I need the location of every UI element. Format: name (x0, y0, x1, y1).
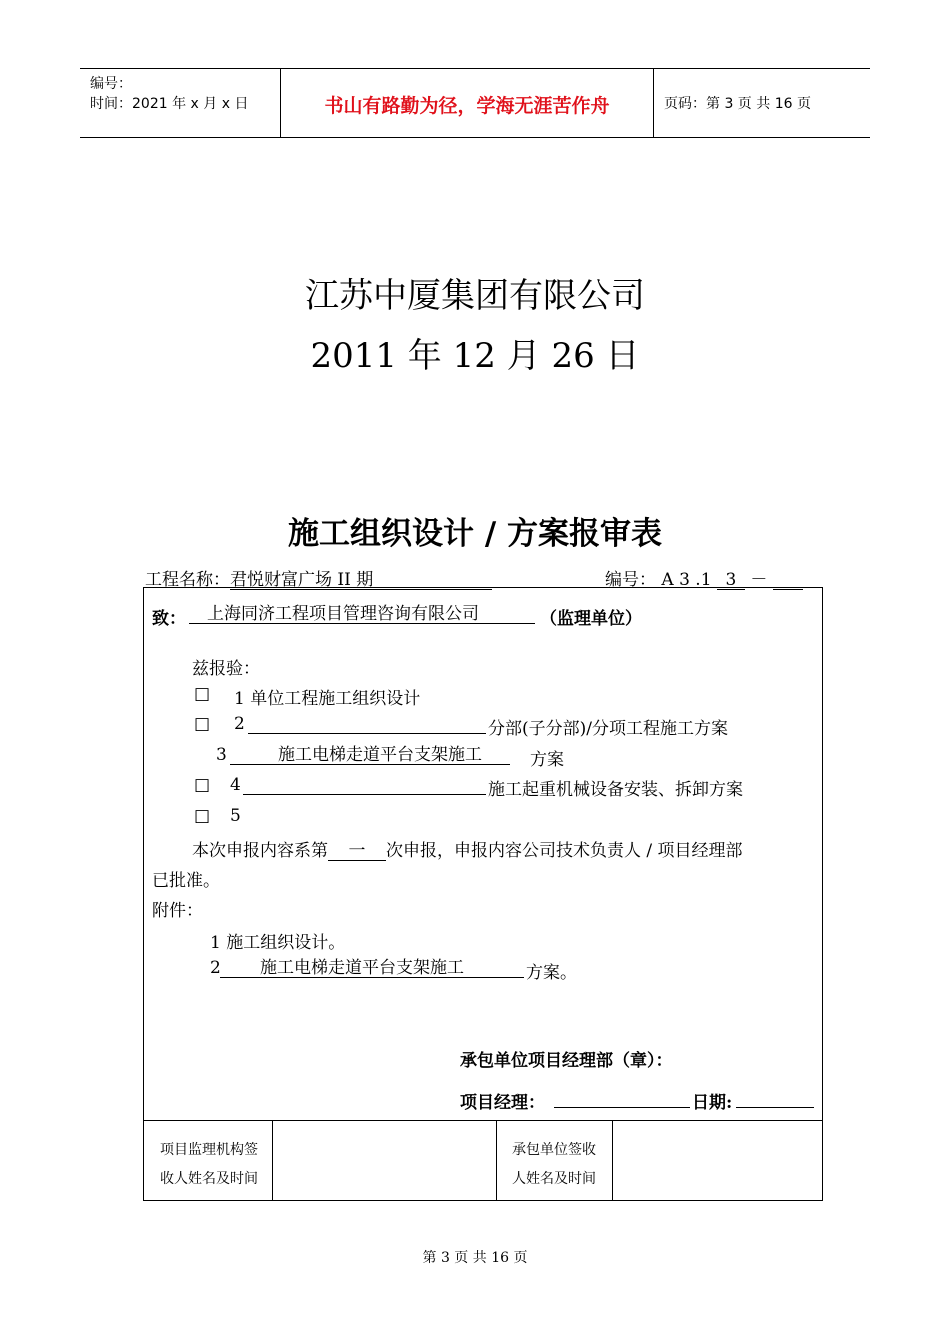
item-3-suffix: 方案 (530, 750, 564, 770)
supervisor-sign-label-1: 项目监理机构签 (160, 1142, 258, 1158)
date-field[interactable] (736, 1089, 814, 1108)
page-footer: 第 3 页 共 16 页 (422, 1250, 528, 1266)
checkbox-2[interactable]: □ (194, 714, 211, 734)
date-label: 日期: (692, 1093, 733, 1113)
declaration-line-1: 本次申报内容系第 一 次申报，申报内容公司技术负责人 / 项目经理部 (192, 841, 743, 861)
checkbox-1[interactable]: □ (194, 684, 211, 704)
contractor-sign-label-2: 人姓名及时间 (512, 1171, 596, 1187)
contractor-seal-label: 承包单位项目经理部（章）： (460, 1051, 673, 1071)
header-info-cell (80, 69, 281, 137)
item-3-num: 3 (216, 745, 227, 765)
signature-row-divider (144, 1120, 822, 1121)
item-2-num: 2 (234, 714, 245, 734)
attachment-1: 1 施工组织设计。 (210, 933, 346, 953)
header-motto-cell (281, 69, 654, 137)
item-4-num: 4 (230, 775, 241, 795)
to-value: 上海同济工程项目管理咨询有限公司 (189, 605, 535, 624)
signature-col-divider-2 (496, 1121, 497, 1201)
item-2-text: 分部(子分部)/分项工程施工方案 (488, 719, 728, 739)
number-dash: － (750, 570, 768, 590)
time-label: 时间：2021 年 x 月 x 日 (90, 96, 249, 112)
declaration-count: 一 (328, 842, 386, 861)
form-title: 施工组织设计 / 方案报审表 (288, 516, 662, 552)
checkbox-5[interactable]: □ (194, 806, 211, 826)
approval-form-box (143, 587, 823, 1201)
project-manager-label: 项目经理： (460, 1093, 545, 1113)
cover-date: 2011 年 12 月 26 日 (310, 336, 640, 376)
to-label: 致： (152, 609, 186, 629)
declaration-line-2: 已批准。 (152, 871, 220, 891)
project-manager-field[interactable] (554, 1089, 690, 1108)
company-name: 江苏中厦集团有限公司 (305, 276, 645, 316)
contractor-sign-label-1: 承包单位签收 (512, 1142, 596, 1158)
item-4-text: 施工起重机械设备安装、拆卸方案 (488, 780, 743, 800)
document-header (80, 68, 870, 138)
header-page-info: 页码：第 3 页 共 16 页 (664, 96, 811, 112)
attachment-label: 附件： (152, 901, 203, 921)
serial-label: 编号： (90, 76, 132, 92)
header-page-cell (654, 69, 870, 137)
supervisor-sign-label-2: 收人姓名及时间 (160, 1171, 258, 1187)
item-5-num: 5 (230, 806, 241, 826)
project-value: 君悦财富广场 II 期 (230, 571, 492, 590)
item-1-text: 1 单位工程施工组织设计 (234, 689, 421, 709)
motto-text: 书山有路勤为径，学海无涯苦作舟 (324, 95, 610, 117)
attachment-2-suffix: 方案。 (526, 963, 577, 983)
to-line (189, 604, 535, 624)
number-value: A 3 .1 (661, 570, 712, 590)
project-label: 工程名称： (145, 570, 230, 590)
number-suffix: 3 (717, 571, 745, 590)
checkbox-4[interactable]: □ (194, 775, 211, 795)
attachment-2-value: 施工电梯走道平台支架施工 (220, 959, 524, 978)
submit-intro: 兹报验： (192, 659, 260, 679)
number-label: 编号： (605, 570, 656, 590)
signature-col-divider-3 (612, 1121, 613, 1201)
item-3-value: 施工电梯走道平台支架施工 (230, 746, 510, 765)
signature-col-divider-1 (272, 1121, 273, 1201)
attachment-2-num: 2 (210, 958, 221, 978)
to-role: （监理单位） (540, 609, 642, 629)
